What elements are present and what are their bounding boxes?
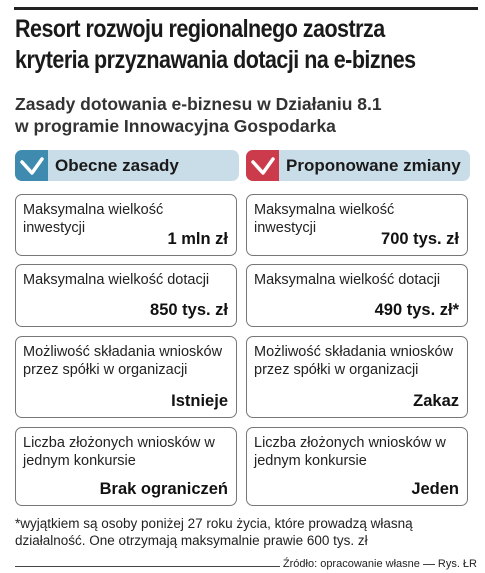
headline	[15, 14, 416, 76]
rule-label: Maksymalna wielkość dotacji	[23, 272, 210, 288]
check-icon	[246, 150, 279, 181]
rule-label: Maksymalna wielkość inwestycji	[23, 202, 164, 236]
rule-value: Brak ograniczeń	[99, 480, 228, 498]
rule-box-max-subsidy	[246, 264, 468, 327]
source-divider	[15, 566, 285, 567]
rule-value: Zakaz	[413, 392, 459, 410]
rule-value: 490 tys. zł*	[374, 301, 459, 319]
rule-value: Jeden	[411, 480, 459, 498]
rule-value: Istnieje	[171, 392, 228, 410]
rule-label: Możliwość składania wniosków przez spółki w organizacji	[23, 344, 223, 378]
rule-box-companies-in-organization	[15, 336, 237, 418]
rule-label: Maksymalna wielkość dotacji	[254, 272, 441, 288]
headline-line-2: kryteria przyznawania dotacji na e-biznes	[15, 46, 416, 74]
source-credit	[15, 559, 477, 571]
rule-label: Liczba złożonych wniosków w jednym konkursie	[23, 435, 215, 469]
rule-label: Możliwość składania wniosków przez spółki w organizacji	[254, 344, 454, 378]
check-icon	[15, 150, 48, 181]
rule-box-max-investment	[15, 194, 237, 256]
footnote: *wyjątkiem są osoby poniżej 27 roku życia, które prowadzą własną działalność. One otrzymają maksymalnie prawie 600 tys. zł	[15, 516, 413, 548]
rule-box-companies-in-organization	[246, 336, 468, 418]
column-proposed-changes	[246, 150, 470, 498]
rule-box-max-investment	[246, 194, 468, 256]
rule-box-applications-count	[246, 427, 468, 506]
rule-value: 1 mln zł	[167, 230, 228, 248]
author-credit: Rys. ŁR	[437, 558, 477, 570]
column-current-rules	[15, 150, 239, 498]
rule-value: 700 tys. zł	[381, 230, 459, 248]
rule-label: Maksymalna wielkość inwestycji	[254, 202, 395, 236]
source-label: Źródło: opracowanie własne	[282, 558, 420, 570]
column-header-proposed	[246, 150, 470, 181]
headline-line-1: Resort rozwoju regionalnego zaostrza	[15, 15, 385, 43]
rule-label: Liczba złożonych wniosków w jednym konkursie	[254, 435, 446, 469]
column-header-current	[15, 150, 239, 181]
rule-value: 850 tys. zł	[150, 301, 228, 319]
subtitle-line-2: w programie Innowacyjna Gospodarka	[15, 116, 336, 136]
credit-divider	[423, 564, 435, 565]
subtitle-line-1: Zasady dotowania e-biznesu w Działaniu 8.1	[15, 94, 382, 114]
source-text-wrapper	[280, 557, 477, 571]
rule-box-applications-count	[15, 427, 237, 506]
subtitle	[15, 93, 475, 137]
top-rule	[14, 7, 478, 10]
column-title: Proponowane zmiany	[286, 156, 461, 175]
rule-box-max-subsidy	[15, 264, 237, 327]
column-title: Obecne zasady	[55, 156, 179, 175]
